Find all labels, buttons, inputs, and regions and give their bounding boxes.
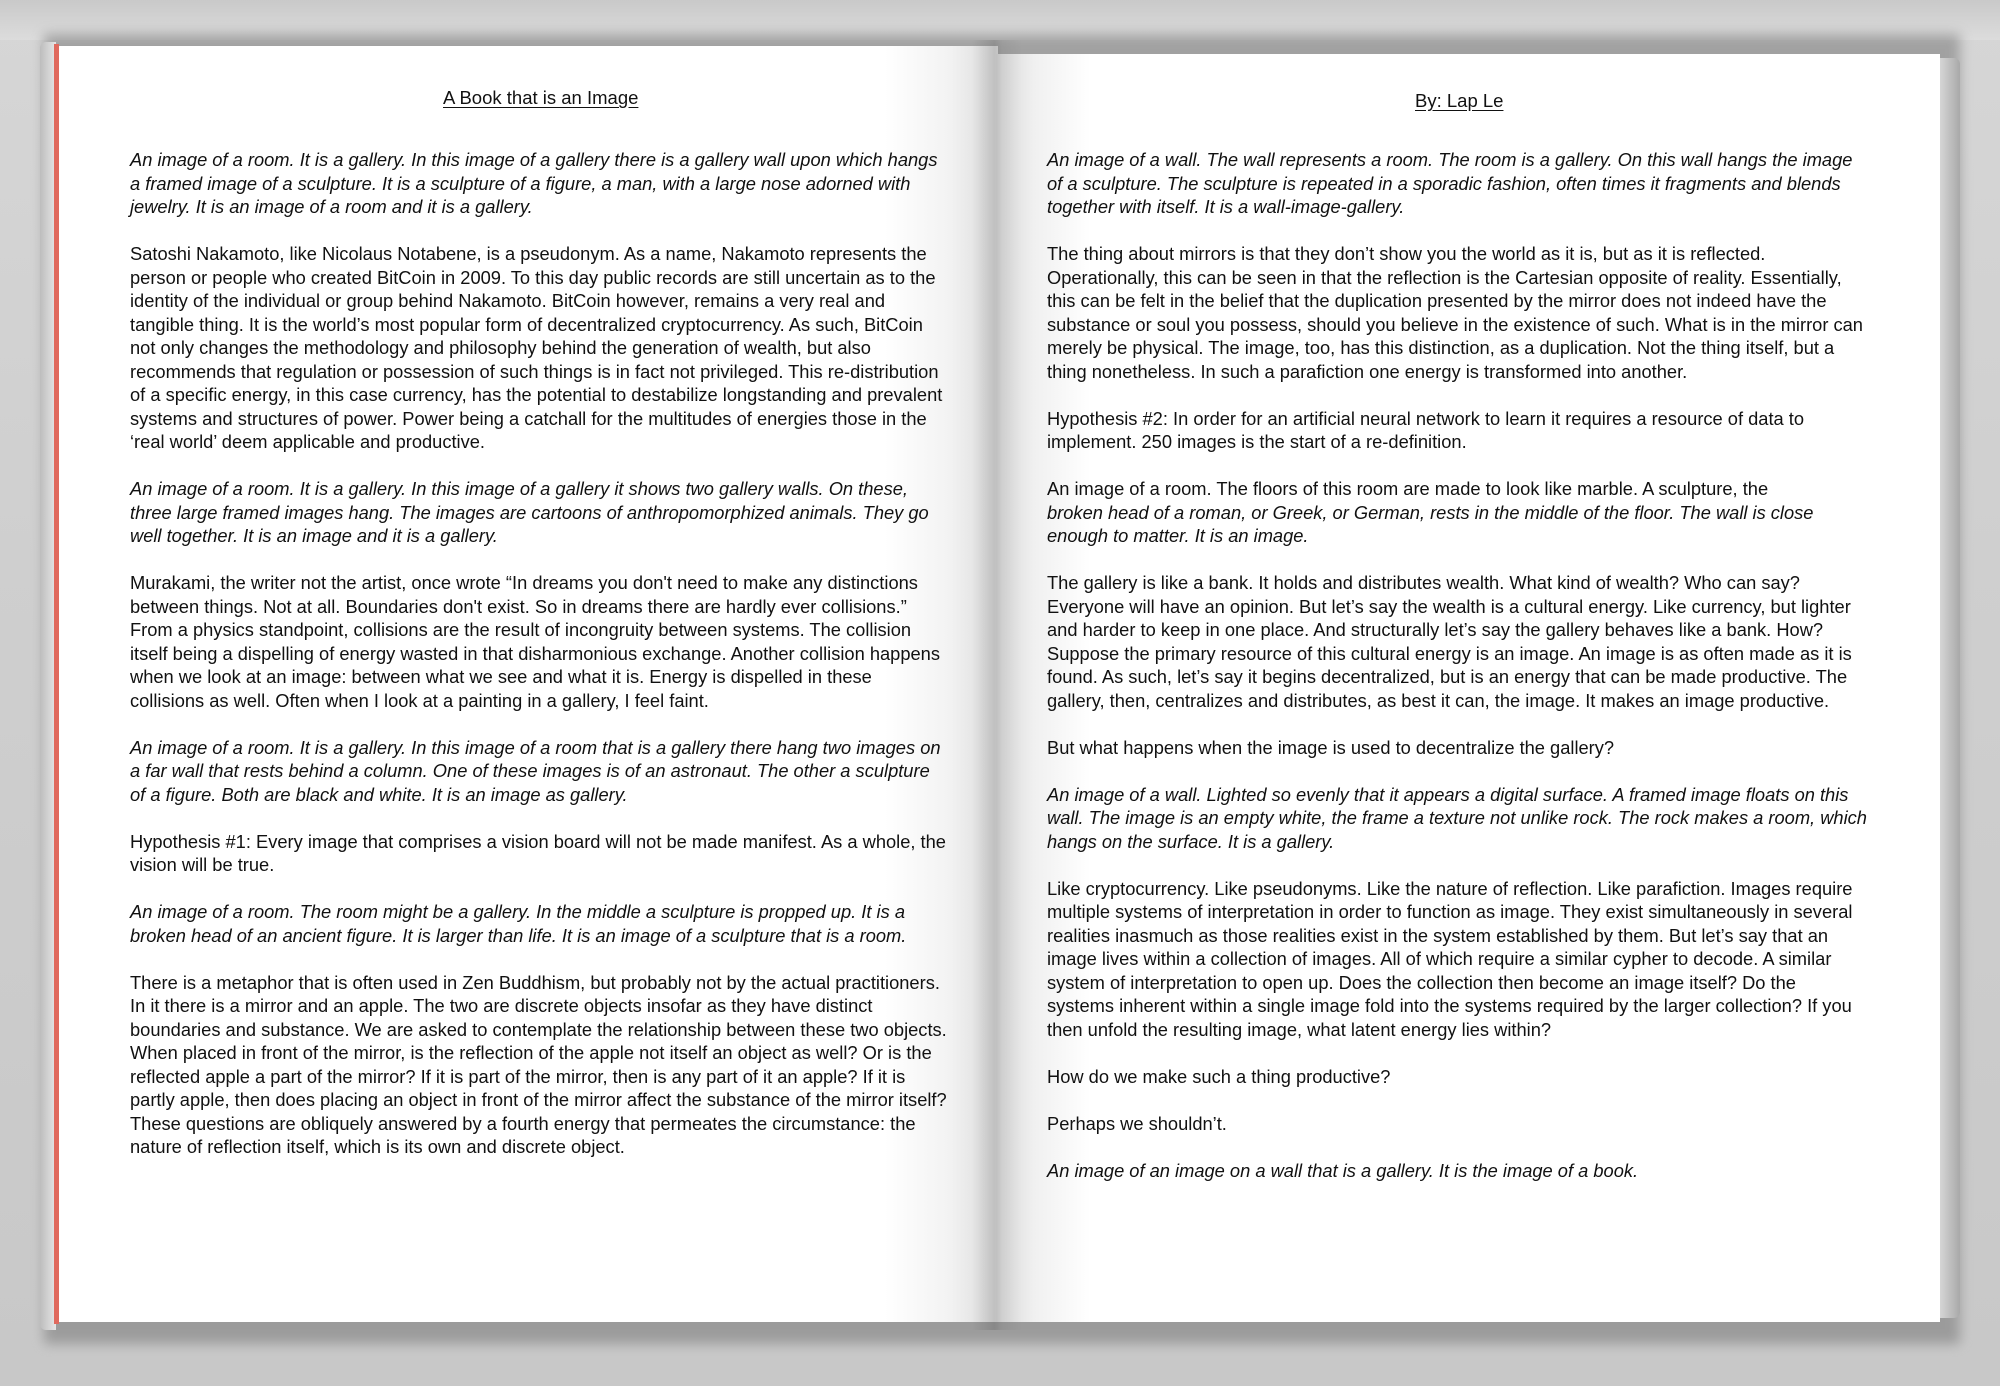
paragraph: Perhaps we shouldn’t. [1047,1112,1227,1134]
paragraph: An image of a room. It is a gallery. In this image of a room that is a gallery there hang two images on a far wall that rests behind a column. One of these images is of an astronaut. The other a sculpture of a figure. Both are black and white. It is an image as gallery. [130,736,941,805]
paragraph: An image of a room. It is a gallery. In this image of a gallery it shows two gallery walls. On these, three large framed images hang. The images are cartoons of anthropomorphized animals. They go well together. It is an image and it is a gallery. [130,478,929,546]
paragraph: An image of a wall. Lighted so evenly that it appears a digital surface. A framed image floats on this wall. The image is an empty white, the frame a texture not unlike rock. The rock makes a room, which hangs on the surface. It is a gallery. [1047,783,1867,852]
paragraph: How do we make such a thing productive? [1047,1065,1391,1087]
left-page-text [130,148,950,1182]
paragraph: Murakami, the writer not the artist, once wrote “In dreams you don't need to make any distinctions between things. Not at all. Boundaries don't exist. So in dreams there are hardly ever collisions.” From a physics standpoint, collisions are the result of incongruity between systems. The collision itself being a dispelling of energy wasted in that disharmonious exchange. Another collision happens when we look at an image: between what we see and what it is. Energy is dispelled in these collisions as well. Often when I look at a painting in a gallery, I feel faint. [130,572,940,711]
paragraph: Hypothesis #1: Every image that comprises a vision board will not be made manifest. As a whole, the vision will be true. [130,830,946,875]
paragraph: There is a metaphor that is often used in Zen Buddhism, but probably not by the actual practitioners. In it there is a mirror and an apple. The two are discrete objects insofar as they have distinct boundaries and substance. We are asked to contemplate the relationship between these two objects. When placed in front of the mirror, is the reflection of the apple not itself an object as well? Or is the reflected apple a part of the mirror? If it is part of the mirror, then is any part of it an apple? If it is partly apple, then does placing an object in front of the mirror affect the substance of the mirror itself? These questions are obliquely answered by a fourth energy that permeates the circumstance: the nature of reflection itself, which is its own and discrete object. [130,971,947,1157]
paragraph: An image of a room. It is a gallery. In this image of a gallery there is a gallery wall upon which hangs a framed image of a sculpture. It is a sculpture of a figure, a man, with a large nose adorned with jewelry. It is an image of a room and it is a gallery. [130,149,938,217]
left-page-title: A Book that is an Image [443,87,639,108]
paragraph: The gallery is like a bank. It holds and distributes wealth. What kind of wealth? Who can say? Everyone will have an opinion. But let’s say the wealth is a cultural energy. Like currency, but lighter and harder to keep in one place. And structurally let’s say the gallery behaves like a bank. How? Suppose the primary resource of this cultural energy is an image. An image is as often made as it is found. As such, let’s say it begins decentralized, but is an energy that can be made productive. The gallery, then, centralizes and distributes, as best it can, the image. It makes an image productive. [1047,572,1852,711]
right-page-author: By: Lap Le [1415,90,1504,111]
paragraph: But what happens when the image is used to decentralize the gallery? [1047,736,1615,758]
paragraph [1047,477,1867,548]
paragraph: Satoshi Nakamoto, like Nicolaus Notabene, is a pseudonym. As a name, Nakamoto represents the person or people who created BitCoin in 2009. To this day public records are still uncertain as to the identity of the individual or group behind Nakamoto. BitCoin however, remains a very real and tangible thing. It is the world’s most popular form of decentralized cryptocurrency. As such, BitCoin not only changes the methodology and philosophy behind the generation of wealth, but also recommends that regulation or possession of such things is in fact not privileged. This re-distribution of a specific energy, in this case currency, has the potential to destabilize longstanding and prevalent systems and structures of power. Power being a catchall for the multitudes of energies those in the ‘real world’ deem applicable and productive. [130,243,943,452]
book-cover-right-edge [1938,58,1960,1318]
paragraph-regular-part: An image of a room. The floors of this room are made to look like marble. A sculpture, the [1047,478,1769,499]
right-page-text [1047,148,1867,1206]
paragraph: Hypothesis #2: In order for an artificial neural network to learn it requires a resource of data to implement. 250 images is the start of a re-definition. [1047,407,1805,452]
paragraph: The thing about mirrors is that they don’t show you the world as it is, but as it is reflected. Operationally, this can be seen in that the reflection is the Cartesian opposite of reality. Essentially, this can be felt in the belief that the duplication presented by the mirror does not indeed have the substance or soul you possess, should you believe in the existence of such. What is in the mirror can merely be physical. The image, too, has this distinction, as a duplication. Not the thing itself, but a thing nonetheless. In such a parafiction one energy is transformed into another. [1047,243,1863,382]
paragraph: An image of a room. The room might be a gallery. In the middle a sculpture is propped up. It is a broken head of an ancient figure. It is larger than life. It is an image of a sculpture that is a room. [130,901,907,946]
red-cover-edge [54,44,59,1324]
paragraph: Like cryptocurrency. Like pseudonyms. Like the nature of reflection. Like parafiction. Images require multiple systems of interpretation in order to function as image. They exist simultaneously in several realities inasmuch as those realities exist in the system established by them. But let’s say that an image lives within a collection of images. All of which require a similar cypher to decode. A similar system of interpretation to open up. Does the collection then become an image itself? Do the systems inherent within a single image fold into the systems required by the larger collection? If you then unfold the resulting image, what latent energy lies within? [1047,877,1853,1040]
paragraph: An image of an image on a wall that is a gallery. It is the image of a book. [1047,1159,1639,1181]
paragraph-italic-part: broken head of a roman, or Greek, or German, rests in the middle of the floor. The wall is close enough to matter. It is an image. [1047,501,1814,546]
paragraph: An image of a wall. The wall represents a room. The room is a gallery. On this wall hangs the image of a sculpture. The sculpture is repeated in a sporadic fashion, often times it fragments and blends together with itself. It is a wall-image-gallery. [1047,149,1853,217]
book-spine-gutter [972,40,1022,1330]
